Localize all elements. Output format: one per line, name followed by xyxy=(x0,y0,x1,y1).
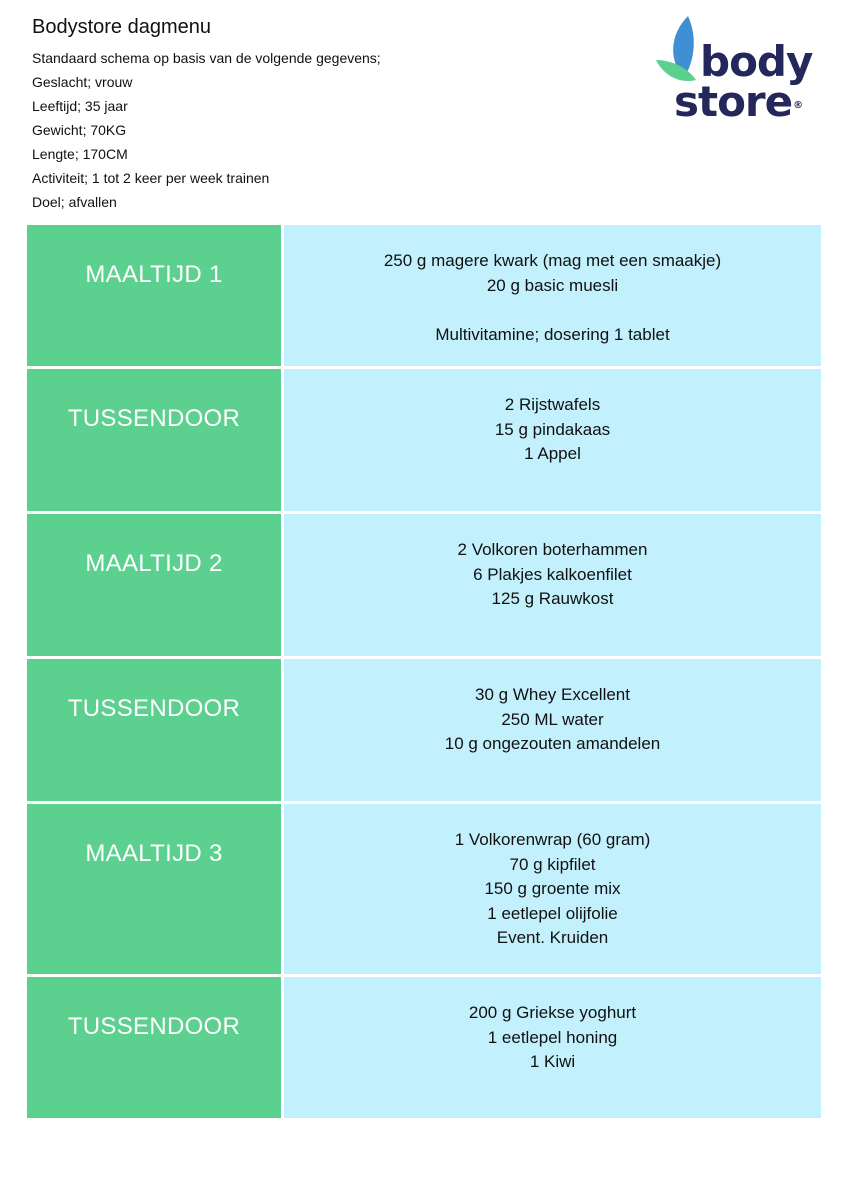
meal-label: TUSSENDOOR xyxy=(26,976,283,1120)
meal-label: MAALTIJD 3 xyxy=(26,803,283,976)
food-item: 6 Plakjes kalkoenfilet xyxy=(473,564,632,584)
food-item: 150 g groente mix xyxy=(484,879,621,898)
food-item: 70 g kipfilet xyxy=(509,854,596,874)
food-item: 30 g Whey Excellent xyxy=(475,685,630,704)
food-item: 1 Volkorenwrap (60 gram) xyxy=(454,830,651,849)
table-row xyxy=(26,224,823,368)
food-item: 2 Volkoren boterhammen xyxy=(457,540,648,559)
food-item: 250 g magere kwark (mag met een smaakje) xyxy=(383,251,722,270)
info-activity: Activiteit; 1 tot 2 keer per week trainen xyxy=(32,170,270,186)
food-list xyxy=(283,658,823,803)
food-item: Event. Kruiden xyxy=(496,928,609,947)
table-row xyxy=(26,976,823,1120)
table-row xyxy=(26,368,823,513)
food-item: 2 Rijstwafels xyxy=(504,395,601,414)
food-list xyxy=(283,513,823,658)
info-intro: Standaard schema op basis van de volgende gegevens; xyxy=(32,50,381,66)
info-height: Lengte; 170CM xyxy=(32,146,128,162)
food-item: 125 g Rauwkost xyxy=(491,589,614,608)
logo-word-store: store xyxy=(674,77,793,126)
food-item: 1 eetlepel honing xyxy=(487,1027,618,1047)
food-list xyxy=(283,803,823,976)
food-item: Multivitamine; dosering 1 tablet xyxy=(435,324,670,344)
logo-word-store-line xyxy=(674,77,812,126)
info-weight: Gewicht; 70KG xyxy=(32,122,127,138)
document-title: Bodystore dagmenu xyxy=(32,16,212,38)
menu-table xyxy=(24,222,824,1121)
food-list xyxy=(283,976,823,1120)
registered-mark: ® xyxy=(793,100,804,111)
meal-label: TUSSENDOOR xyxy=(26,658,283,803)
info-age: Leeftijd; 35 jaar xyxy=(32,98,128,114)
food-item: 10 g ongezouten amandelen xyxy=(444,734,661,753)
meal-label: MAALTIJD 2 xyxy=(26,513,283,658)
logo-word-body: body xyxy=(700,37,813,86)
table-row xyxy=(26,803,823,976)
document-header xyxy=(32,14,632,214)
food-list xyxy=(283,368,823,513)
food-item: 1 Kiwi xyxy=(529,1052,576,1071)
food-item: 1 eetlepel olijfolie xyxy=(487,903,618,923)
food-item: 250 ML water xyxy=(501,709,604,729)
info-goal: Doel; afvallen xyxy=(32,194,117,210)
food-list xyxy=(283,224,823,368)
food-item: 15 g pindakaas xyxy=(494,419,611,439)
logo-wordmark xyxy=(674,37,813,126)
food-item: 200 g Griekse yoghurt xyxy=(468,1003,637,1022)
table-row xyxy=(26,658,823,803)
food-item: 1 Appel xyxy=(524,444,581,463)
food-item: 20 g basic muesli xyxy=(486,275,619,295)
meal-label: MAALTIJD 1 xyxy=(26,224,283,368)
table-row xyxy=(26,513,823,658)
bodystore-logo xyxy=(650,14,820,124)
meal-label: TUSSENDOOR xyxy=(26,368,283,513)
food-item-spacer xyxy=(284,298,821,323)
info-gender: Geslacht; vrouw xyxy=(32,74,133,90)
